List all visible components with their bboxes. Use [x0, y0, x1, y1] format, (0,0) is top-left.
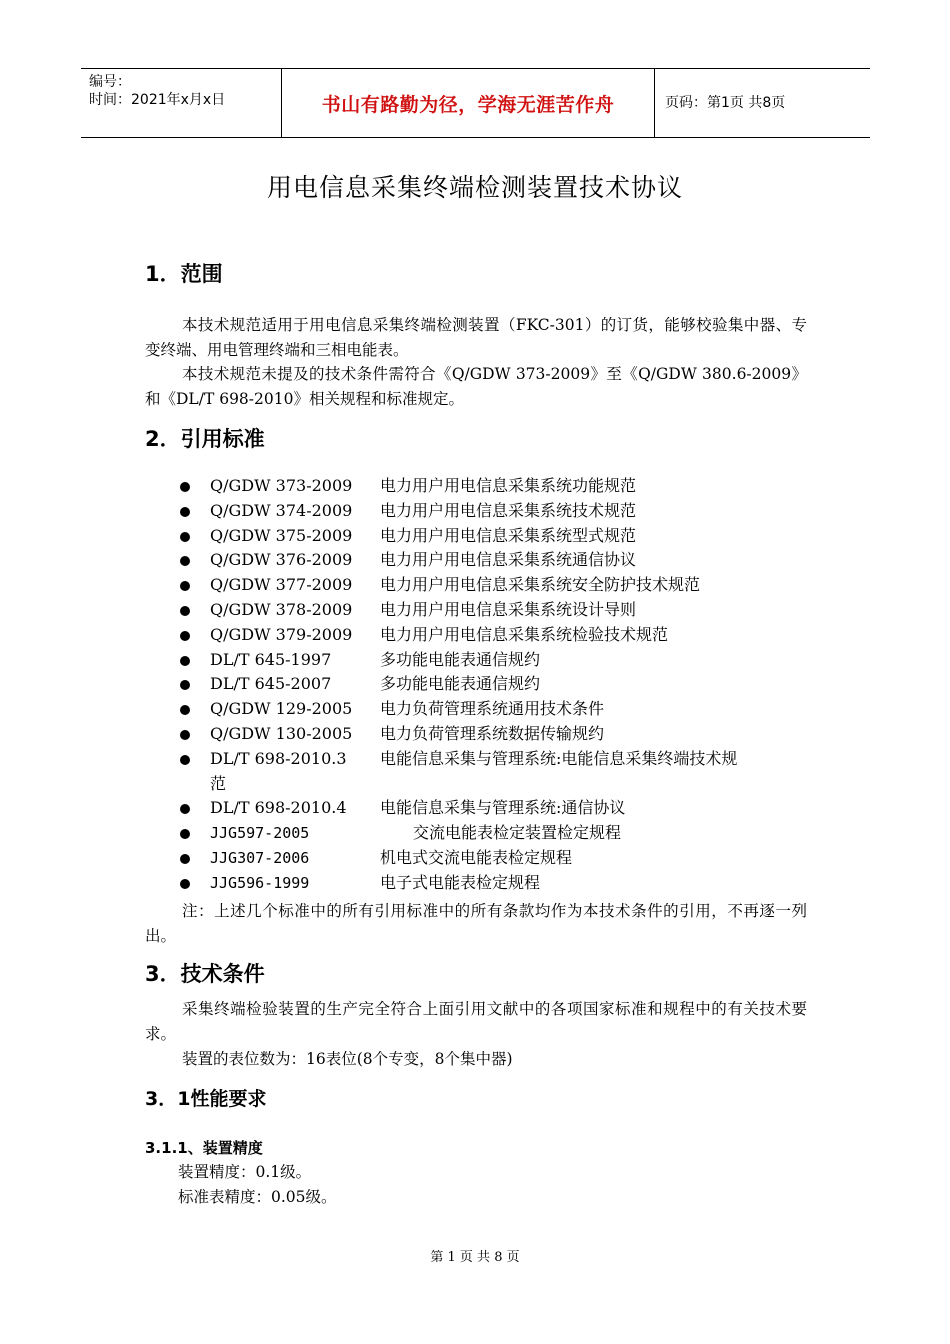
section-1-heading: 1．范围 — [145, 262, 223, 286]
document-number-label: 编号： — [89, 74, 131, 90]
standard-code: Q/GDW 373-2009 — [210, 476, 353, 495]
bullet-icon — [180, 755, 190, 765]
bullet-icon — [180, 804, 190, 814]
standard-meter-accuracy-line: 标准表精度：0.05级。 — [178, 1188, 337, 1206]
list-item — [145, 796, 815, 821]
standard-title: 电能信息采集与管理系统:通信协议 — [380, 798, 626, 818]
document-date-label: 时间：2021年x月x日 — [89, 92, 226, 108]
list-item — [145, 697, 815, 722]
header-table — [81, 68, 870, 138]
standard-code: Q/GDW 129-2005 — [210, 699, 353, 719]
standard-title: 电力负荷管理系统数据传输规约 — [380, 723, 605, 743]
bullet-icon — [180, 879, 190, 889]
section-3-paragraph-1: 采集终端检验装置的生产完全符合上面引用文献中的各项国家标准和规程中的有关技术要求。 — [145, 1000, 807, 1043]
standard-code: DL/T 698-2010.3 — [210, 748, 347, 768]
standard-title: 电子式电能表检定规程 — [380, 872, 541, 892]
page-footer: 第 1 页 共 8 页 — [430, 1250, 520, 1265]
list-item — [145, 499, 815, 524]
standard-code: Q/GDW 374-2009 — [210, 500, 353, 520]
standard-code: Q/GDW 378-2009 — [210, 599, 353, 619]
standard-code: DL/T 698-2010.4 — [210, 798, 347, 818]
standard-code: Q/GDW 377-2009 — [210, 575, 353, 595]
bullet-icon — [180, 680, 190, 690]
standard-title: 电力用户用电信息采集系统设计导则 — [380, 599, 637, 619]
section-2-note: 注：上述几个标准中的所有引用标准中的所有条款均作为本技术条件的引用，不再逐一列出。 — [145, 902, 807, 945]
standard-title: 电力用户用电信息采集系统安全防护技术规范 — [380, 575, 701, 595]
bullet-icon — [180, 656, 190, 666]
standard-title: 电力用户用电信息采集系统型式规范 — [380, 525, 637, 545]
list-item — [145, 573, 815, 598]
standard-code: Q/GDW 376-2009 — [210, 550, 353, 570]
list-item — [145, 747, 815, 797]
standard-title: 电能信息采集与管理系统:电能信息采集终端技术规 — [380, 748, 738, 768]
list-item — [145, 623, 815, 648]
section-1-paragraph-1: 本技术规范适用于用电信息采集终端检测装置（FKC-301）的订货，能够校验集中器、专变终端、用电管理终端和三相电能表。 — [145, 316, 807, 359]
reference-standards-list — [145, 474, 815, 896]
header-page-cell — [655, 69, 870, 137]
standard-title: 电力用户用电信息采集系统功能规范 — [380, 476, 637, 495]
bullet-icon — [180, 532, 190, 542]
bullet-icon — [180, 854, 190, 864]
list-item — [145, 672, 815, 697]
section-3-paragraph-2: 装置的表位数为：16表位(8个专变，8个集中器) — [182, 1050, 513, 1068]
standard-code: JJG307-2006 — [210, 848, 310, 867]
standard-title: 交流电能表检定装置检定规程 — [413, 823, 622, 843]
section-3-1-heading: 3．1性能要求 — [145, 1088, 267, 1110]
standard-title: 机电式交流电能表检定规程 — [380, 847, 573, 867]
standard-title: 电力负荷管理系统通用技术条件 — [380, 699, 605, 719]
bullet-icon — [180, 606, 190, 616]
standard-code: DL/T 645-1997 — [210, 649, 332, 669]
list-item — [145, 474, 815, 499]
document-title: 用电信息采集终端检测装置技术协议 — [266, 173, 683, 202]
standard-title: 电力用户用电信息采集系统检验技术规范 — [380, 624, 669, 644]
list-item — [145, 598, 815, 623]
standard-title: 多功能电能表通信规约 — [380, 649, 541, 669]
standard-code: DL/T 645-2007 — [210, 674, 332, 694]
header-info-cell — [81, 69, 282, 137]
standard-title-continuation: 范 — [210, 773, 227, 793]
bullet-icon — [180, 507, 190, 517]
standard-code: JJG597-2005 — [210, 824, 310, 843]
standard-code: Q/GDW 375-2009 — [210, 525, 353, 545]
standard-title: 电力用户用电信息采集系统通信协议 — [380, 550, 637, 570]
standard-title: 多功能电能表通信规约 — [380, 674, 541, 694]
bullet-icon — [180, 482, 190, 492]
standard-code: Q/GDW 130-2005 — [210, 723, 353, 743]
bullet-icon — [180, 730, 190, 740]
list-item — [145, 524, 815, 549]
list-item — [145, 648, 815, 673]
bullet-icon — [180, 829, 190, 839]
standard-title: 电力用户用电信息采集系统技术规范 — [380, 500, 637, 520]
section-2-heading: 2．引用标准 — [145, 427, 265, 451]
bullet-icon — [180, 631, 190, 641]
section-1-paragraph-2: 本技术规范未提及的技术条件需符合《Q/GDW 373-2009》至《Q/GDW 380.6-2009》和《DL/T 698-2010》相关规程和标准规定。 — [145, 365, 807, 408]
bullet-icon — [180, 581, 190, 591]
motto-text: 书山有路勤为径，学海无涯苦作舟 — [321, 93, 615, 116]
header-motto-cell — [282, 69, 655, 137]
device-accuracy-line: 装置精度：0.1级。 — [178, 1163, 312, 1181]
standard-code: Q/GDW 379-2009 — [210, 624, 353, 644]
bullet-icon — [180, 556, 190, 566]
list-item — [145, 871, 815, 896]
section-3-1-1-heading: 3.1.1、装置精度 — [145, 1139, 263, 1157]
page-code: 页码：第1页 共8页 — [665, 95, 786, 111]
list-item — [145, 846, 815, 871]
standard-code: JJG596-1999 — [210, 873, 310, 892]
list-item — [145, 722, 815, 747]
bullet-icon — [180, 705, 190, 715]
list-item — [145, 821, 815, 846]
list-item — [145, 548, 815, 573]
section-3-heading: 3．技术条件 — [145, 962, 265, 986]
